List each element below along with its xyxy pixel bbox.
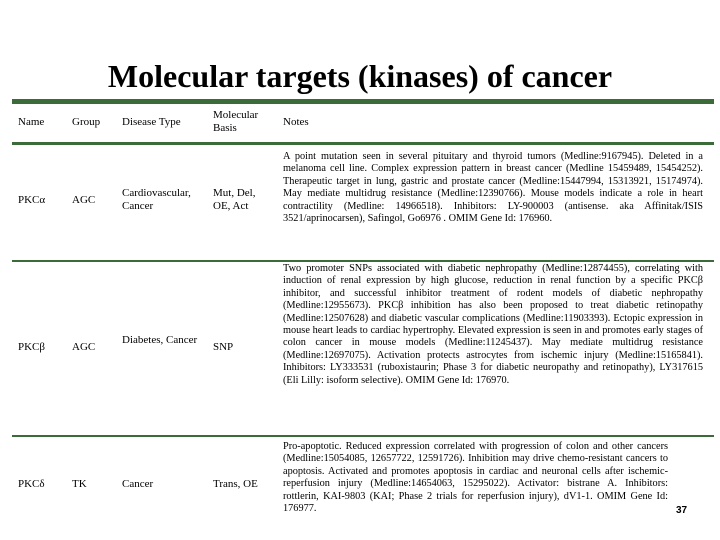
- row-3-notes: Pro-apoptotic. Reduced expression correlated with progression of colon and other cancers (Medline:15054085, 12657722, 12591726). Inhibition may drive chemo-resistant cancers to apoptosis. Activated and promotes apoptosis in cardiac and neuronal cells after ischemic-reperfusion injury (Medline:14654063, 15295022). Activator: bistrane A. Inhibitors: rottlerin, KAI-9803 (KAI; Phase 2 trials for reperfusion injury), dV1-1. OMIM Gene Id: 176977.: [283, 441, 668, 515]
- row-1-molecular-basis: Mut, Del, OE, Act: [213, 187, 256, 212]
- page-number: 37: [676, 505, 688, 516]
- row-3-disease-type: Cancer: [122, 478, 154, 490]
- row-1-name: PKCα: [18, 194, 46, 206]
- header-group: Group: [72, 116, 101, 128]
- row-3-name: PKCδ: [18, 478, 45, 490]
- row-2-group: AGC: [72, 341, 96, 353]
- header-name: Name: [18, 116, 45, 128]
- row-2-name: PKCβ: [18, 341, 45, 353]
- row-2-notes: Two promoter SNPs associated with diabetic nephropathy (Medline:12874455), correlating with induction of renal expression by high glucose, reduction in renal function by a specific PKCβ inhibitor, and successful inhibitor treatment of rodent models of diabetic nephropathy (Medline:12955673). PKCβ inhibition has also been proposed to treat diabetic retinopathy (Medline:12507628) and diabetic vascular complications (Medline:11903393). Ectopic expression in mouse heart leads to cardiac hypertrophy. Elevated expression is seen in and promotes early stages of colon cancer in mouse models (Medline:11245437). May mediate multidrug resistance (Medline:12697075). Activation protects astrocytes from ischemic injury (Medline:15165841). Inhibitors: LY333531 (ruboxistaurin; Phase 3 for diabetic neuropathy and retinopathy), LY317615 (Eli Lilly: isoform selective). OMIM Gene Id: 176970.: [283, 263, 703, 386]
- header-disease-type: Disease Type: [122, 116, 181, 128]
- row-1-notes: A point mutation seen in several pituitary and thyroid tumors (Medline:9167945). Deleted in a melanoma cell line. Complex expression pattern in breast cancer (Medline 15459489, 15454252). Therapeutic target in lung, gastric and prostate cancer (Medline:15447994, 15313921, 15174974). May mediate multidrug resistance (Medline:12390766). Mouse models indicate a role in heart contractility (Medline: 14966518). Inhibitors: LY-900003 (antisense. aka Affinitak/ISIS 3521/aprinocarsen), Safingol, Go6976 . OMIM Gene Id: 176960.: [283, 151, 703, 225]
- row-2-divider: [12, 435, 714, 437]
- row-2-disease-type: Diabetes, Cancer: [122, 334, 198, 346]
- row-2-molecular-basis: SNP: [213, 341, 234, 353]
- row-3-group: TK: [72, 478, 87, 490]
- header-notes: Notes: [283, 116, 309, 128]
- slide-title: Molecular targets (kinases) of cancer: [107, 58, 613, 94]
- row-1-divider: [12, 260, 714, 262]
- row-1-group: AGC: [72, 194, 96, 206]
- header-divider: [12, 142, 714, 145]
- row-3-molecular-basis: Trans, OE: [213, 478, 258, 490]
- header-molecular-basis: Molecular Basis: [213, 109, 259, 134]
- title-divider: [12, 99, 714, 104]
- row-1-disease-type: Cardiovascular, Cancer: [122, 187, 191, 212]
